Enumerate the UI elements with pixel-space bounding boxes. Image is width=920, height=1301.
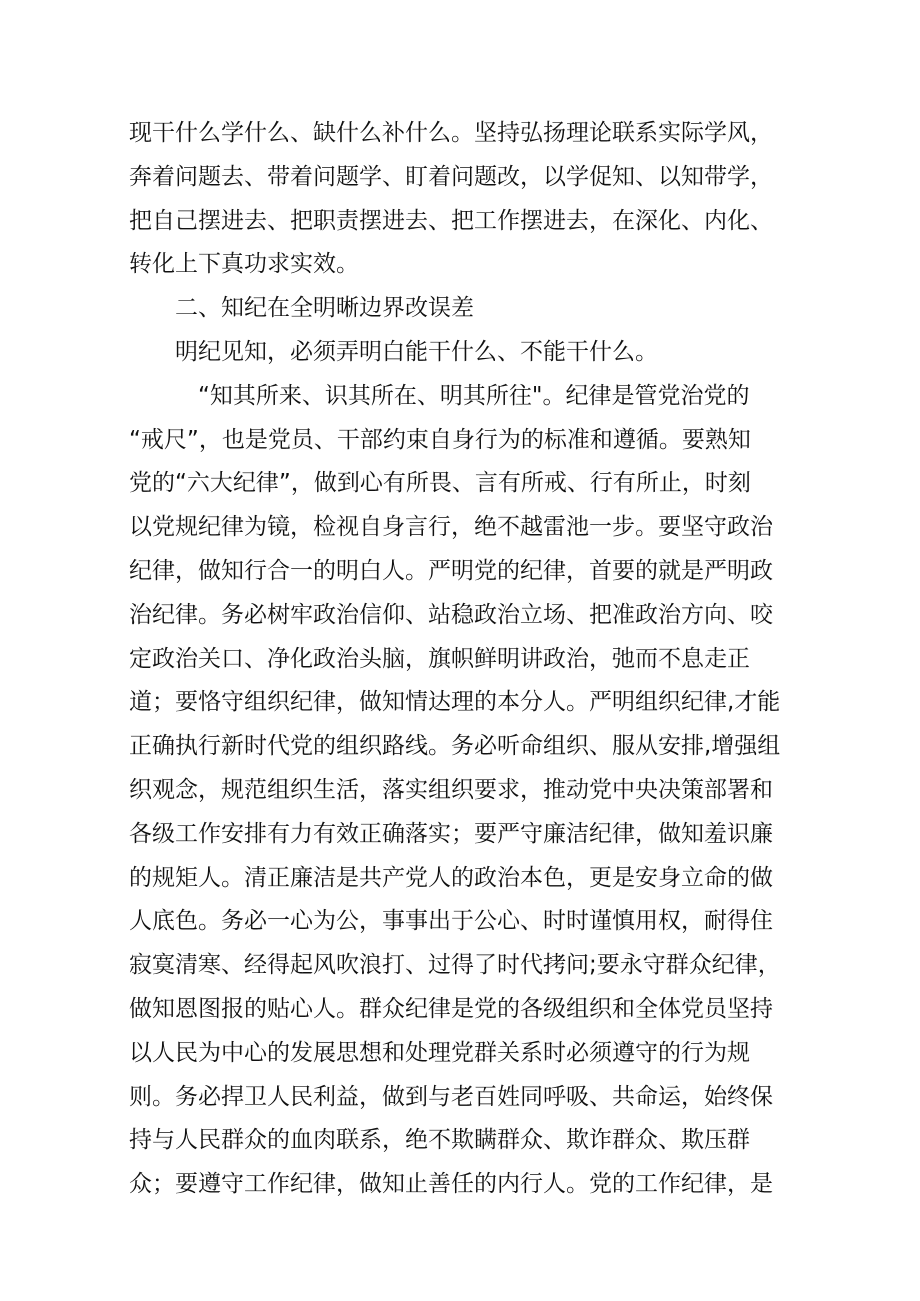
paragraph-line: 把自己摆进去、把职责摆进去、把工作摆进去，在深化、内化、 xyxy=(129,207,773,234)
paragraph-line: 定政治关口、净化政治头脑，旗帜鲜明讲政治，弛而不息走正 xyxy=(129,645,750,672)
paragraph-line: 持与人民群众的血肉联系，绝不欺瞒群众、欺诈群众、欺压群 xyxy=(129,1127,750,1154)
paragraph-line: 纪律，做知行合一的明白人。严明党的纪律，首要的就是严明政 xyxy=(129,557,773,584)
paragraph-line: 以人民为中心的发展思想和处理党群关系时必须遵守的行为规 xyxy=(129,1039,750,1066)
section-heading: 二、知纪在全明晰边界改误差 xyxy=(175,295,474,322)
paragraph-line: 做知恩图报的贴心人。群众纪律是党的各级组织和全体党员坚持 xyxy=(129,995,773,1022)
paragraph-line: “知其所来、识其所在、明其所往"。纪律是管党治党的 xyxy=(198,382,750,409)
paragraph-line: 明纪见知，必须弄明白能干什么、不能干什么。 xyxy=(175,338,658,365)
paragraph-line: 治纪律。务必树牢政治信仰、站稳政治立场、把准政治方向、咬 xyxy=(129,601,773,628)
paragraph-line: 奔着问题去、带着问题学、盯着问题改，以学促知、以知带学， xyxy=(129,163,773,190)
paragraph-line: 织观念，规范组织生活，落实组织要求，推动党中央决策部署和 xyxy=(129,776,773,803)
paragraph-line: “戒尺”，也是党员、干部约束自身行为的标准和遵循。要熟知 xyxy=(129,426,751,453)
document-body xyxy=(129,112,789,1207)
paragraph-line: 正确执行新时代党的组织路线。务必听命组织、服从安排,增强组 xyxy=(129,733,781,760)
paragraph-line: 以党规纪律为镜，检视自身言行，绝不越雷池一步。要坚守政治 xyxy=(129,514,773,541)
paragraph-line: 党的“六大纪律”，做到心有所畏、言有所戒、行有所止，时刻 xyxy=(129,470,751,497)
paragraph-line: 转化上下真功求实效。 xyxy=(129,251,359,278)
paragraph-line: 则。务必捍卫人民利益，做到与老百姓同呼吸、共命运，始终保 xyxy=(129,1083,773,1110)
paragraph-line: 现干什么学什么、缺什么补什么。坚持弘扬理论联系实际学风， xyxy=(129,120,773,146)
paragraph-line: 人底色。务必一心为公，事事出于公心、时时谨慎用权，耐得住 xyxy=(129,908,773,935)
paragraph-line: 寂寞清寒、经得起风吹浪打、过得了时代拷问;要永守群众纪律， xyxy=(129,952,781,979)
paragraph-line: 众；要遵守工作纪律，做知止善任的内行人。党的工作纪律，是 xyxy=(129,1171,773,1198)
paragraph-line: 的规矩人。清正廉洁是共产党人的政治本色，更是安身立命的做 xyxy=(129,864,773,891)
paragraph-line: 各级工作安排有力有效正确落实；要严守廉洁纪律，做知羞识廉 xyxy=(129,820,773,847)
paragraph-line: 道；要恪守组织纪律，做知情达理的本分人。严明组织纪律,才能 xyxy=(129,689,781,716)
